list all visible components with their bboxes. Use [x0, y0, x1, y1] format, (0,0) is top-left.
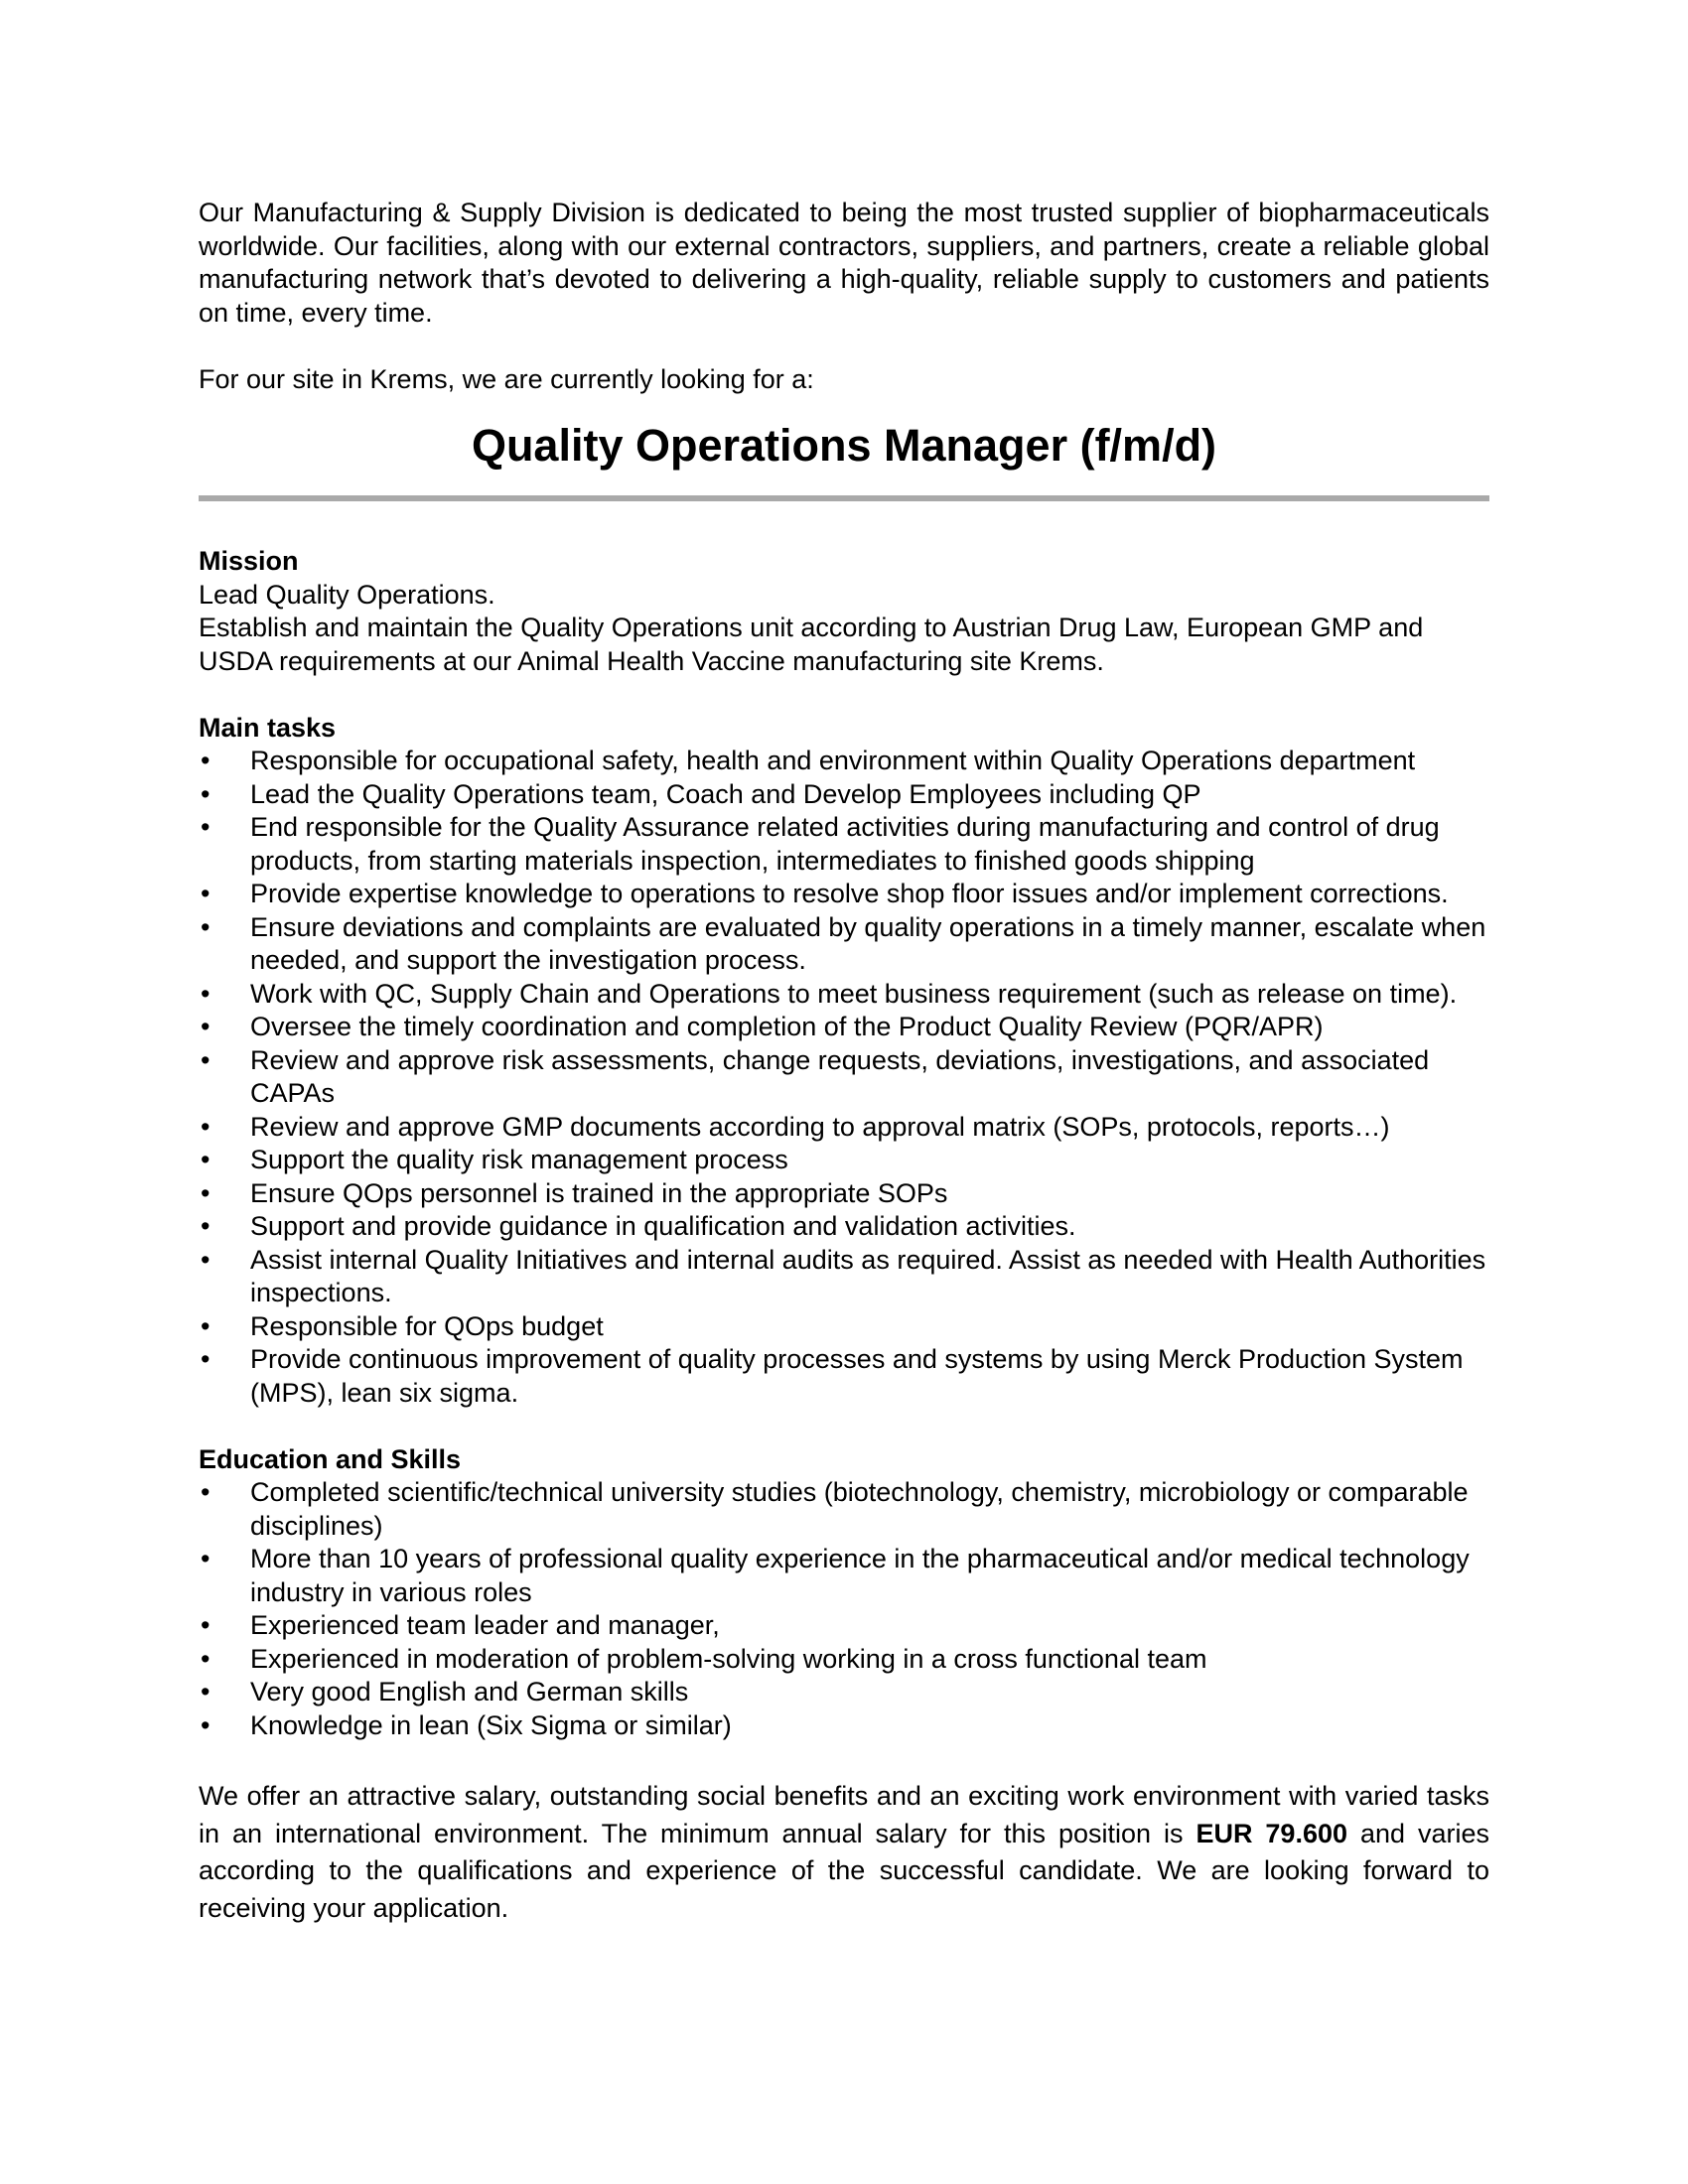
list-item: • Completed scientific/technical university studies (biotechnology, chemistry, microbiology or comparable disciplines): [199, 1476, 1489, 1543]
mission-line: Lead Quality Operations.: [199, 579, 495, 610]
list-item: • Review and approve GMP documents according to approval matrix (SOPs, protocols, reports…): [199, 1111, 1489, 1145]
mission-heading: Mission: [199, 546, 299, 576]
list-item: • Work with QC, Supply Chain and Operations to meet business requirement (such as release on time).: [199, 978, 1489, 1012]
list-item: • Knowledge in lean (Six Sigma or similar): [199, 1709, 1489, 1743]
intro-paragraph: Our Manufacturing & Supply Division is dedicated to being the most trusted supplier of biopharmaceuticals worldwide. Our facilities, along with our external contractors, suppliers, and partners, create a reliable global manufacturing network that’s devoted to delivering a high-quality, reliable supply to customers and patients on time, every time.: [199, 198, 1489, 328]
education-skills-list: [199, 1476, 1489, 1742]
closing-paragraph: [199, 1778, 1489, 1927]
mission-section: [199, 545, 1489, 678]
education-skills-section: [199, 1443, 1489, 1743]
list-item: • Responsible for QOps budget: [199, 1310, 1489, 1344]
salary-value: EUR 79.600: [1196, 1818, 1347, 1848]
list-item: • Experienced in moderation of problem-solving working in a cross functional team: [199, 1643, 1489, 1677]
list-item: • Responsible for occupational safety, health and environment within Quality Operations department: [199, 745, 1489, 778]
list-item: • End responsible for the Quality Assurance related activities during manufacturing and control of drug products, from starting materials inspection, intermediates to finished goods shipping: [199, 811, 1489, 878]
mission-line: Establish and maintain the Quality Operations unit according to Austrian Drug Law, European GMP and USDA requirements at our Animal Health Vaccine manufacturing site Krems.: [199, 613, 1424, 676]
list-item: • Experienced team leader and manager,: [199, 1609, 1489, 1643]
list-item: • Provide continuous improvement of quality processes and systems by using Merck Production System (MPS), lean six sigma.: [199, 1343, 1489, 1410]
closing-text-post: and varies according to the qualifications and experience of the successful candidate. We are looking forward to receiving your application.: [199, 1818, 1489, 1923]
list-item: • Support and provide guidance in qualification and validation activities.: [199, 1210, 1489, 1244]
list-item: • Assist internal Quality Initiatives and internal audits as required. Assist as needed with Health Authorities inspections.: [199, 1244, 1489, 1310]
main-tasks-list: [199, 745, 1489, 1410]
page-title: Quality Operations Manager (f/m/d): [471, 420, 1217, 471]
education-skills-heading: Education and Skills: [199, 1443, 462, 1474]
title-divider: [199, 495, 1489, 501]
list-item: • More than 10 years of professional quality experience in the pharmaceutical and/or medical technology industry in various roles: [199, 1543, 1489, 1609]
closing-text-pre: We offer an attractive salary, outstanding social benefits and an exciting work environment with varied tasks in an international environment. The minimum annual salary for this position is: [199, 1781, 1489, 1848]
list-item: • Review and approve risk assessments, change requests, deviations, investigations, and associated CAPAs: [199, 1044, 1489, 1111]
list-item: • Ensure deviations and complaints are evaluated by quality operations in a timely manner, escalate when needed, and support the investigation process.: [199, 911, 1489, 978]
main-tasks-section: [199, 712, 1489, 1411]
lead-in-line: For our site in Krems, we are currently looking for a:: [199, 363, 814, 394]
list-item: • Support the quality risk management process: [199, 1144, 1489, 1177]
list-item: • Oversee the timely coordination and completion of the Product Quality Review (PQR/APR): [199, 1011, 1489, 1044]
list-item: • Provide expertise knowledge to operations to resolve shop floor issues and/or implement corrections.: [199, 878, 1489, 911]
list-item: • Ensure QOps personnel is trained in the appropriate SOPs: [199, 1177, 1489, 1211]
list-item: • Lead the Quality Operations team, Coach and Develop Employees including QP: [199, 778, 1489, 812]
main-tasks-heading: Main tasks: [199, 712, 337, 743]
list-item: • Very good English and German skills: [199, 1676, 1489, 1709]
